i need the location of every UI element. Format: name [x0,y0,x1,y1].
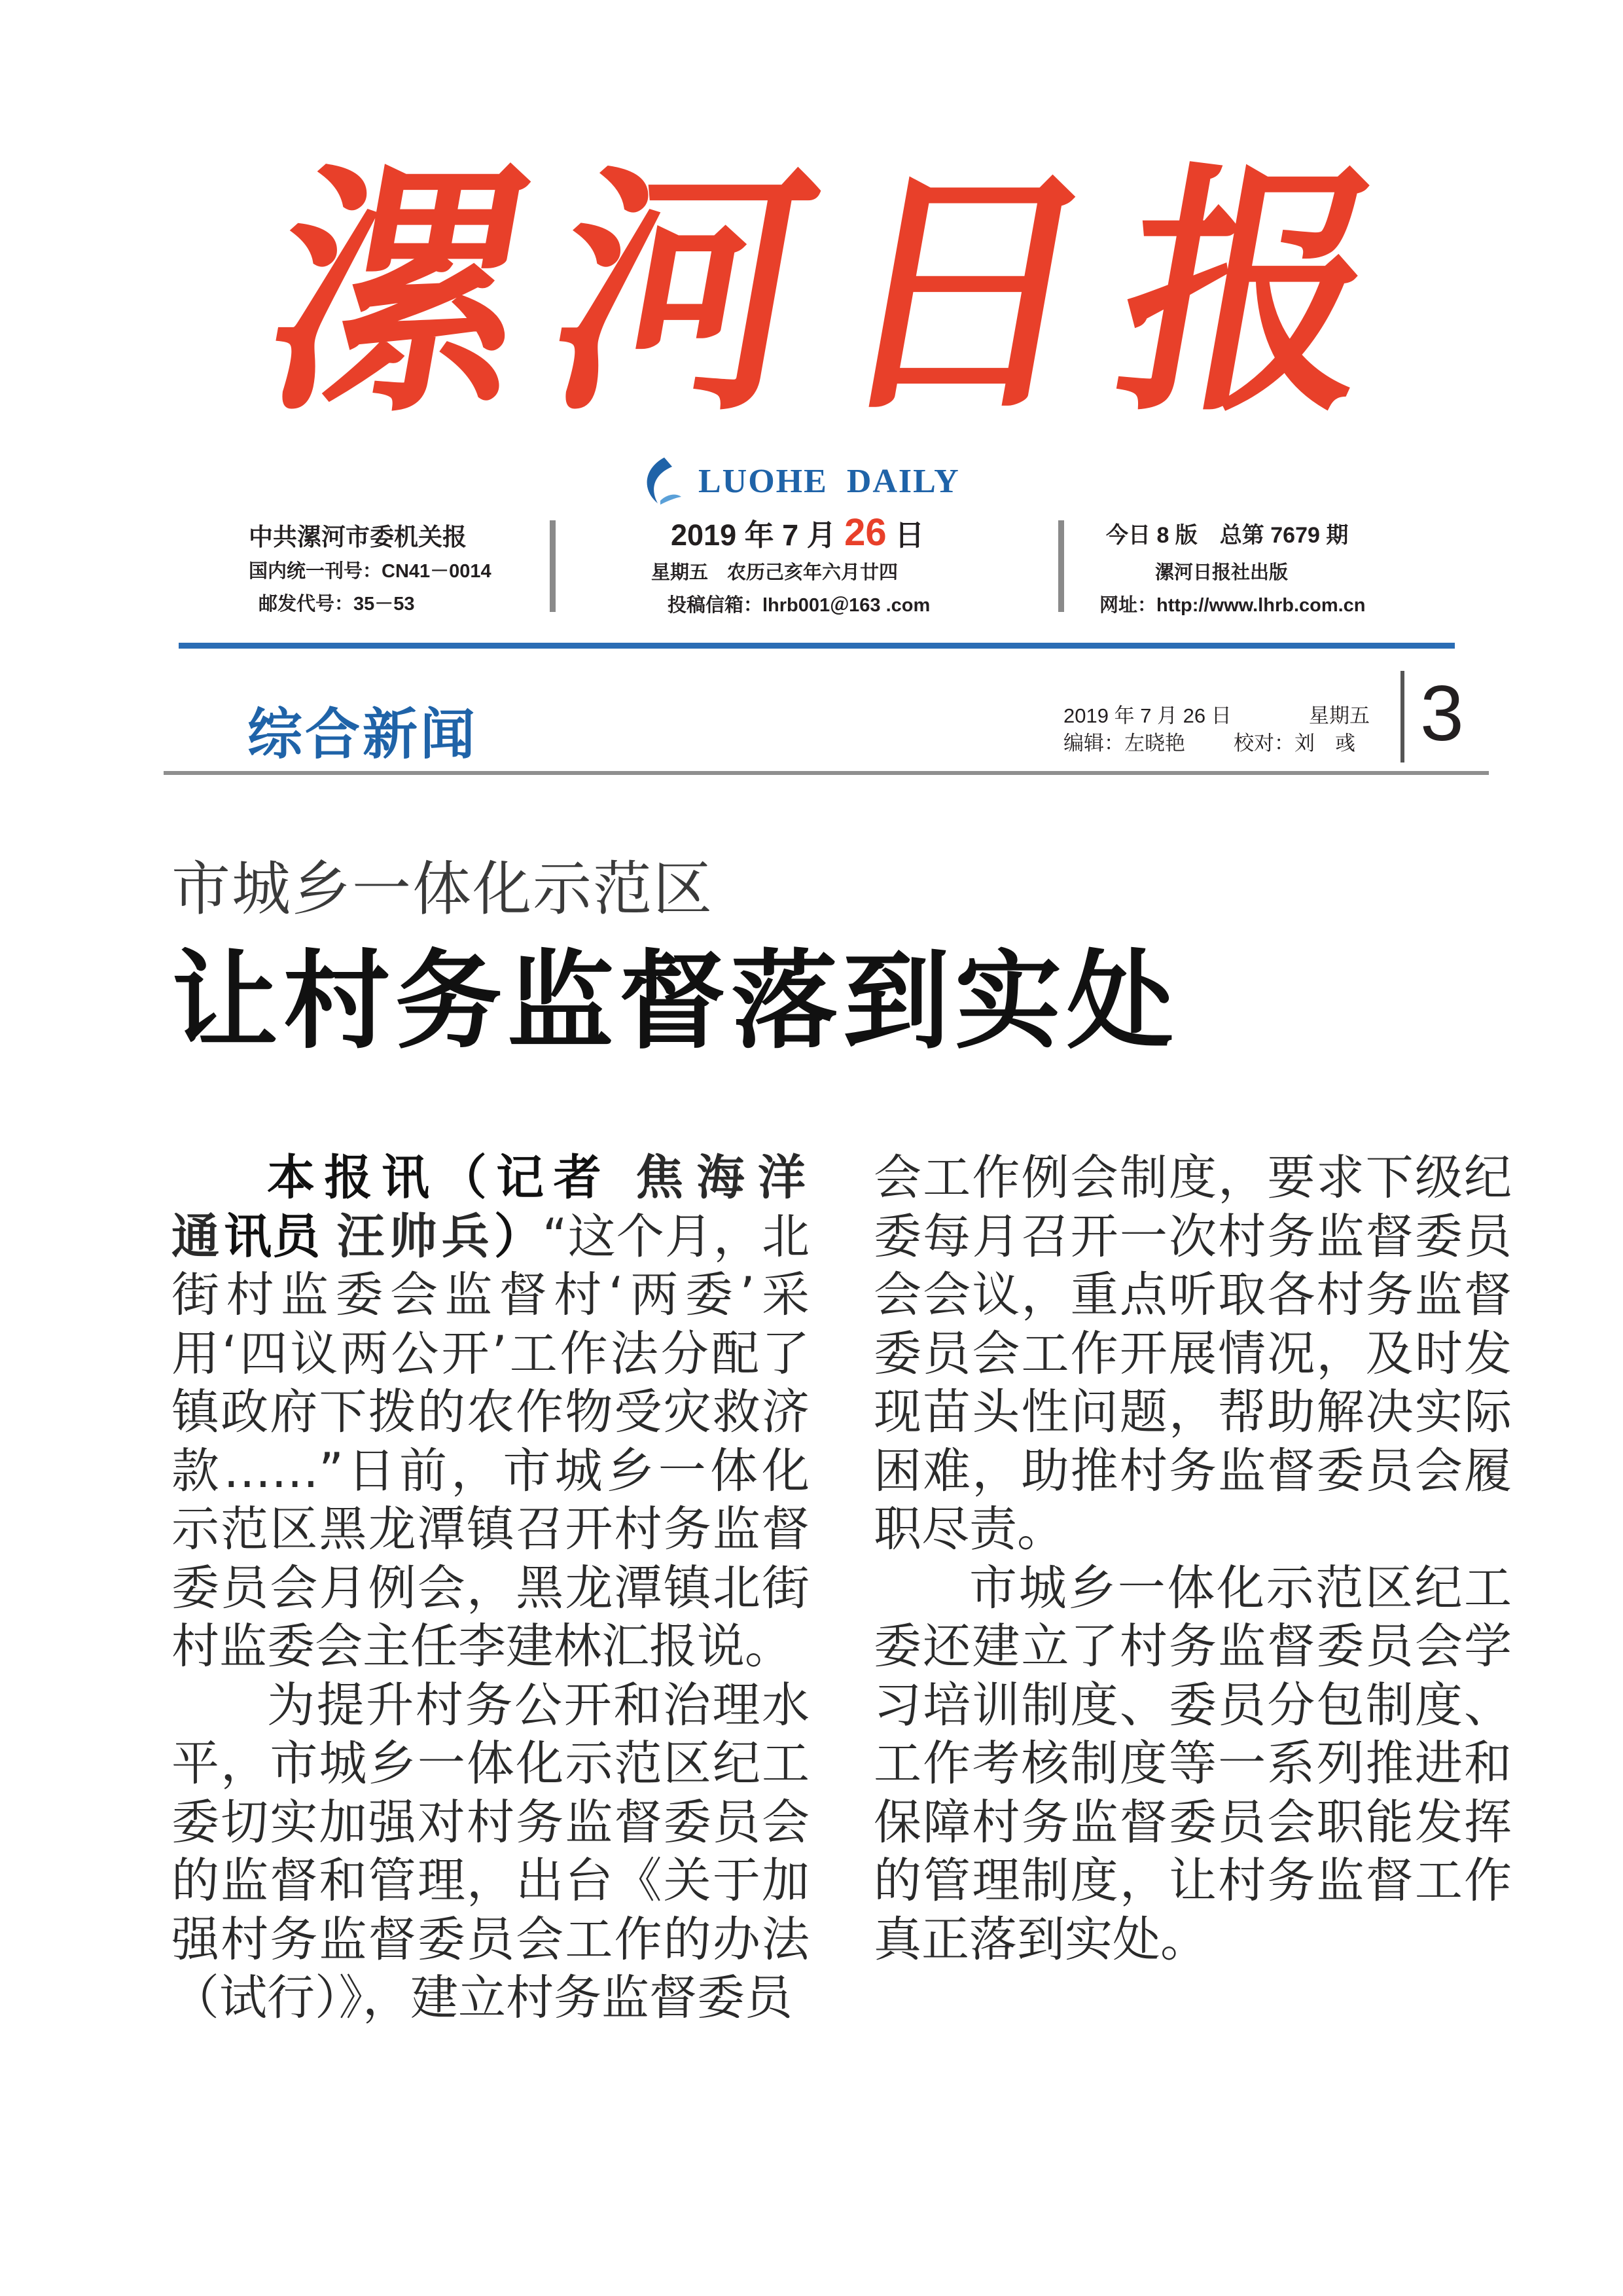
article-column-right [874,1149,1512,1969]
english-name: LUOHE DAILY [698,462,960,500]
paragraph-1-text: “这个月，北街村监委会监督村‘两委’采用‘四议两公开’工作法分配了镇政府下拨的农作物受灾救济款……”日前，市城乡一体化示范区黑龙潭镇召开村务监督委员会月例会，黑龙潭镇北街村监委会主任李建林汇报说。 [171,1208,810,1674]
issn-label: 国内统一刊号：CN41－0014 [249,561,491,582]
publisher-label: 漯河日报社出版 [1155,562,1289,583]
newspaper-title [248,141,1402,448]
article-paragraph-3: 市城乡一体化示范区纪工委还建立了村务监督委员会学习培训制度、委员分包制度、工作考核制度等一系列推进和保障村务监督委员会职能发挥的管理制度，让村务监督工作真正落到实处。 [874,1560,1512,1967]
issue-date-day: 26 [844,511,887,554]
pages-issue-label: 今日 8 版 总第 7679 期 [1106,523,1349,548]
postal-code-label: 邮发代号：35－53 [259,594,415,615]
lead-close: ） [493,1208,543,1265]
website-label: 网址：http://www.lhrb.com.cn [1099,595,1366,616]
article-headline: 让村务监督落到实处 [171,939,1179,1064]
page-number-divider [1400,671,1404,762]
info-divider-left [550,520,556,612]
lead-label-2: 讯员 [224,1208,321,1265]
weekday-lunar-label: 星期五 农历己亥年六月廿四 [651,562,899,583]
editor-label: 编辑：左晓艳 [1063,732,1185,755]
english-logo-row [638,445,960,517]
org-label: 中共漯河市委机关报 [249,524,467,550]
article-kicker: 市城乡一体化示范区 [171,855,713,924]
correspondent-name: 汪帅兵 [336,1208,494,1265]
lead-label: 本报讯（记者 [267,1150,611,1206]
section-date: 2019 年 7 月 26 日 [1063,704,1232,727]
masthead-divider [179,643,1455,649]
article-paragraph-1 [171,1149,861,1676]
section-weekday: 星期五 [1309,704,1370,727]
article-paragraph-2-continued: 会工作例会制度，要求下级纪委每月召开一次村务监督委员会会议，重点听取各村务监督委员会工作开展情况，及时发现苗头性问题，帮助解决实际困难，助推村务监督委员会履职尽责。 [874,1150,1512,1557]
submit-email-label: 投稿信箱：lhrb001＠163 .com [668,595,931,616]
title-char-2: 河 [531,141,834,447]
section-name: 综合新闻 [247,702,478,766]
info-divider-right [1058,520,1064,612]
issue-date [671,511,924,554]
issue-date-prefix: 2019 年 7 月 [671,518,836,552]
wave-logo-icon [638,455,684,507]
reporter-name: 焦海洋 通 [171,1149,861,1265]
title-char-1: 漯 [248,141,551,447]
title-char-3: 日 [815,141,1118,447]
article-paragraph-2: 为提升村务公开和治理水平，市城乡一体化示范区纪工委切实加强对村务监督委员会的监督和管理，出台《关于加强村务监督委员会工作的办法（试行）》，建立村务监督委员 [171,1677,810,2026]
article-column-left [171,1149,861,2028]
issue-date-suffix: 日 [895,518,925,552]
title-char-4: 报 [1099,141,1402,447]
page-number: 3 [1420,670,1464,757]
section-divider [164,771,1489,775]
proofreader-label: 校对：刘 彧 [1234,732,1355,755]
